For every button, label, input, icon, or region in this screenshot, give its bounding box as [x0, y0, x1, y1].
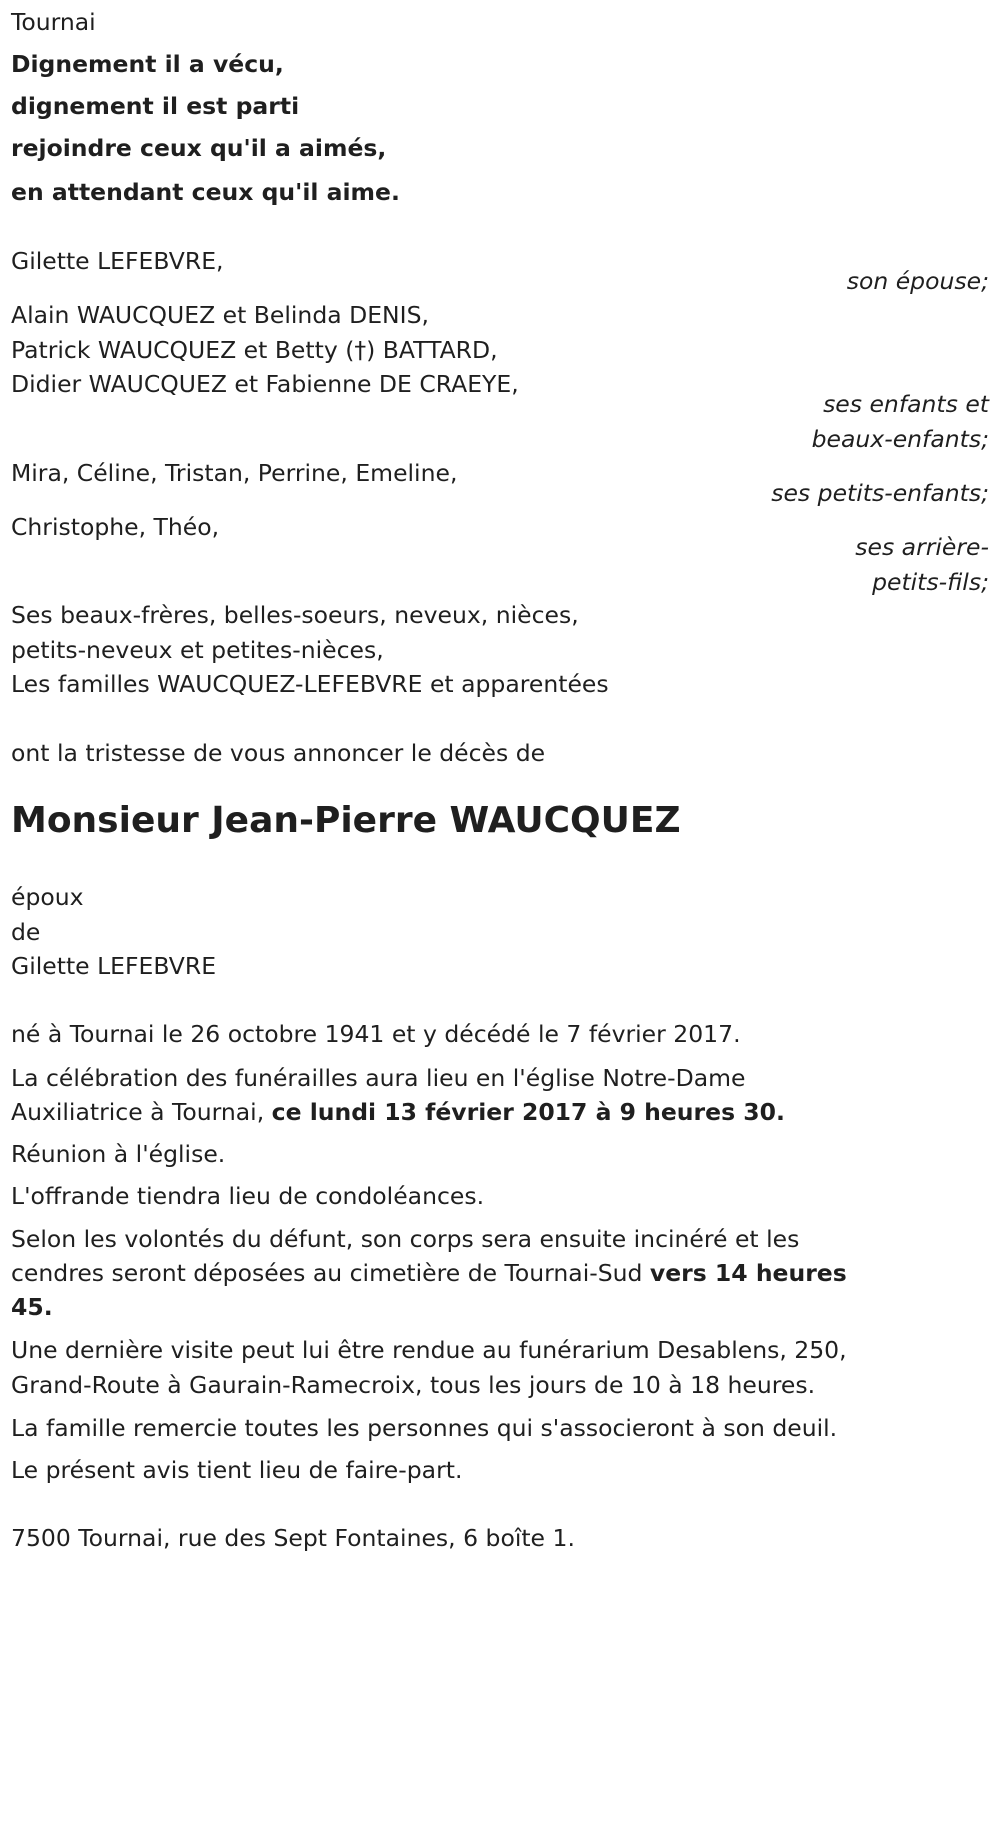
others-line-3: Les familles WAUCQUEZ-LEFEBVRE et apparentées — [11, 670, 609, 698]
poem-line-2: dignement il est parti — [11, 92, 300, 120]
visit-line-2: Grand-Route à Gaurain-Ramecroix, tous les jours de 10 à 18 heures. — [11, 1371, 816, 1399]
poem-line-1: Dignement il a vécu, — [11, 50, 284, 78]
visit-line-1: Une dernière visite peut lui être rendue au funérarium Desablens, 250, — [11, 1336, 847, 1364]
children-relation-1: ses enfants et — [823, 390, 989, 418]
announcement: ont la tristesse de vous annoncer le décès de — [11, 739, 546, 767]
others-line-1: Ses beaux-frères, belles-soeurs, neveux, nièces, — [11, 601, 579, 629]
great-grandchildren-names: Christophe, Théo, — [11, 513, 220, 541]
spouse-of-line-3: Gilette LEFEBVRE — [11, 952, 217, 980]
great-grandchildren-relation-2: petits-fils; — [872, 568, 989, 596]
wishes-cemetery: cendres seront déposées au cimetière de Tournai-Sud — [11, 1259, 650, 1287]
spouse-relation: son épouse; — [846, 267, 989, 295]
meeting-line: Réunion à l'église. — [11, 1140, 226, 1168]
funeral-line-2 — [11, 1092, 785, 1132]
thanks-line: La famille remercie toutes les personnes qui s'associeront à son deuil. — [11, 1414, 838, 1442]
birth-death-line: né à Tournai le 26 octobre 1941 et y décédé le 7 février 2017. — [11, 1020, 741, 1048]
wishes-time: vers 14 heures — [649, 1259, 847, 1287]
wishes-line-2 — [11, 1253, 847, 1293]
poem-line-3: rejoindre ceux qu'il a aimés, — [11, 134, 387, 162]
grandchildren-relation: ses petits-enfants; — [771, 479, 989, 507]
place-heading: Tournai — [11, 8, 96, 36]
notice-line: Le présent avis tient lieu de faire-part. — [11, 1456, 463, 1484]
child-line-1: Alain WAUCQUEZ et Belinda DENIS, — [11, 301, 429, 329]
address-line: 7500 Tournai, rue des Sept Fontaines, 6 boîte 1. — [11, 1524, 575, 1552]
funeral-line-1: La célébration des funérailles aura lieu en l'église Notre-Dame — [11, 1064, 746, 1092]
poem-line-4: en attendant ceux qu'il aime. — [11, 178, 400, 206]
child-line-3: Didier WAUCQUEZ et Fabienne DE CRAEYE, — [11, 370, 519, 398]
wishes-line-1: Selon les volontés du défunt, son corps sera ensuite incinéré et les — [11, 1225, 800, 1253]
child-line-2: Patrick WAUCQUEZ et Betty (†) BATTARD, — [11, 336, 498, 364]
deceased-name: Monsieur Jean-Pierre WAUCQUEZ — [11, 800, 681, 841]
spouse-of-line-1: époux — [11, 883, 84, 911]
others-line-2: petits-neveux et petites-nièces, — [11, 636, 384, 664]
wishes-line-3: 45. — [11, 1293, 53, 1321]
funeral-datetime: ce lundi 13 février 2017 à 9 heures 30. — [271, 1098, 785, 1126]
grandchildren-names: Mira, Céline, Tristan, Perrine, Emeline, — [11, 459, 458, 487]
spouse-name: Gilette LEFEBVRE, — [11, 247, 224, 275]
spouse-of-line-2: de — [11, 918, 41, 946]
offering-line: L'offrande tiendra lieu de condoléances. — [11, 1182, 485, 1210]
great-grandchildren-relation-1: ses arrière- — [855, 533, 989, 561]
children-relation-2: beaux-enfants; — [811, 425, 989, 453]
funeral-place: Auxiliatrice à Tournai, — [11, 1098, 272, 1126]
